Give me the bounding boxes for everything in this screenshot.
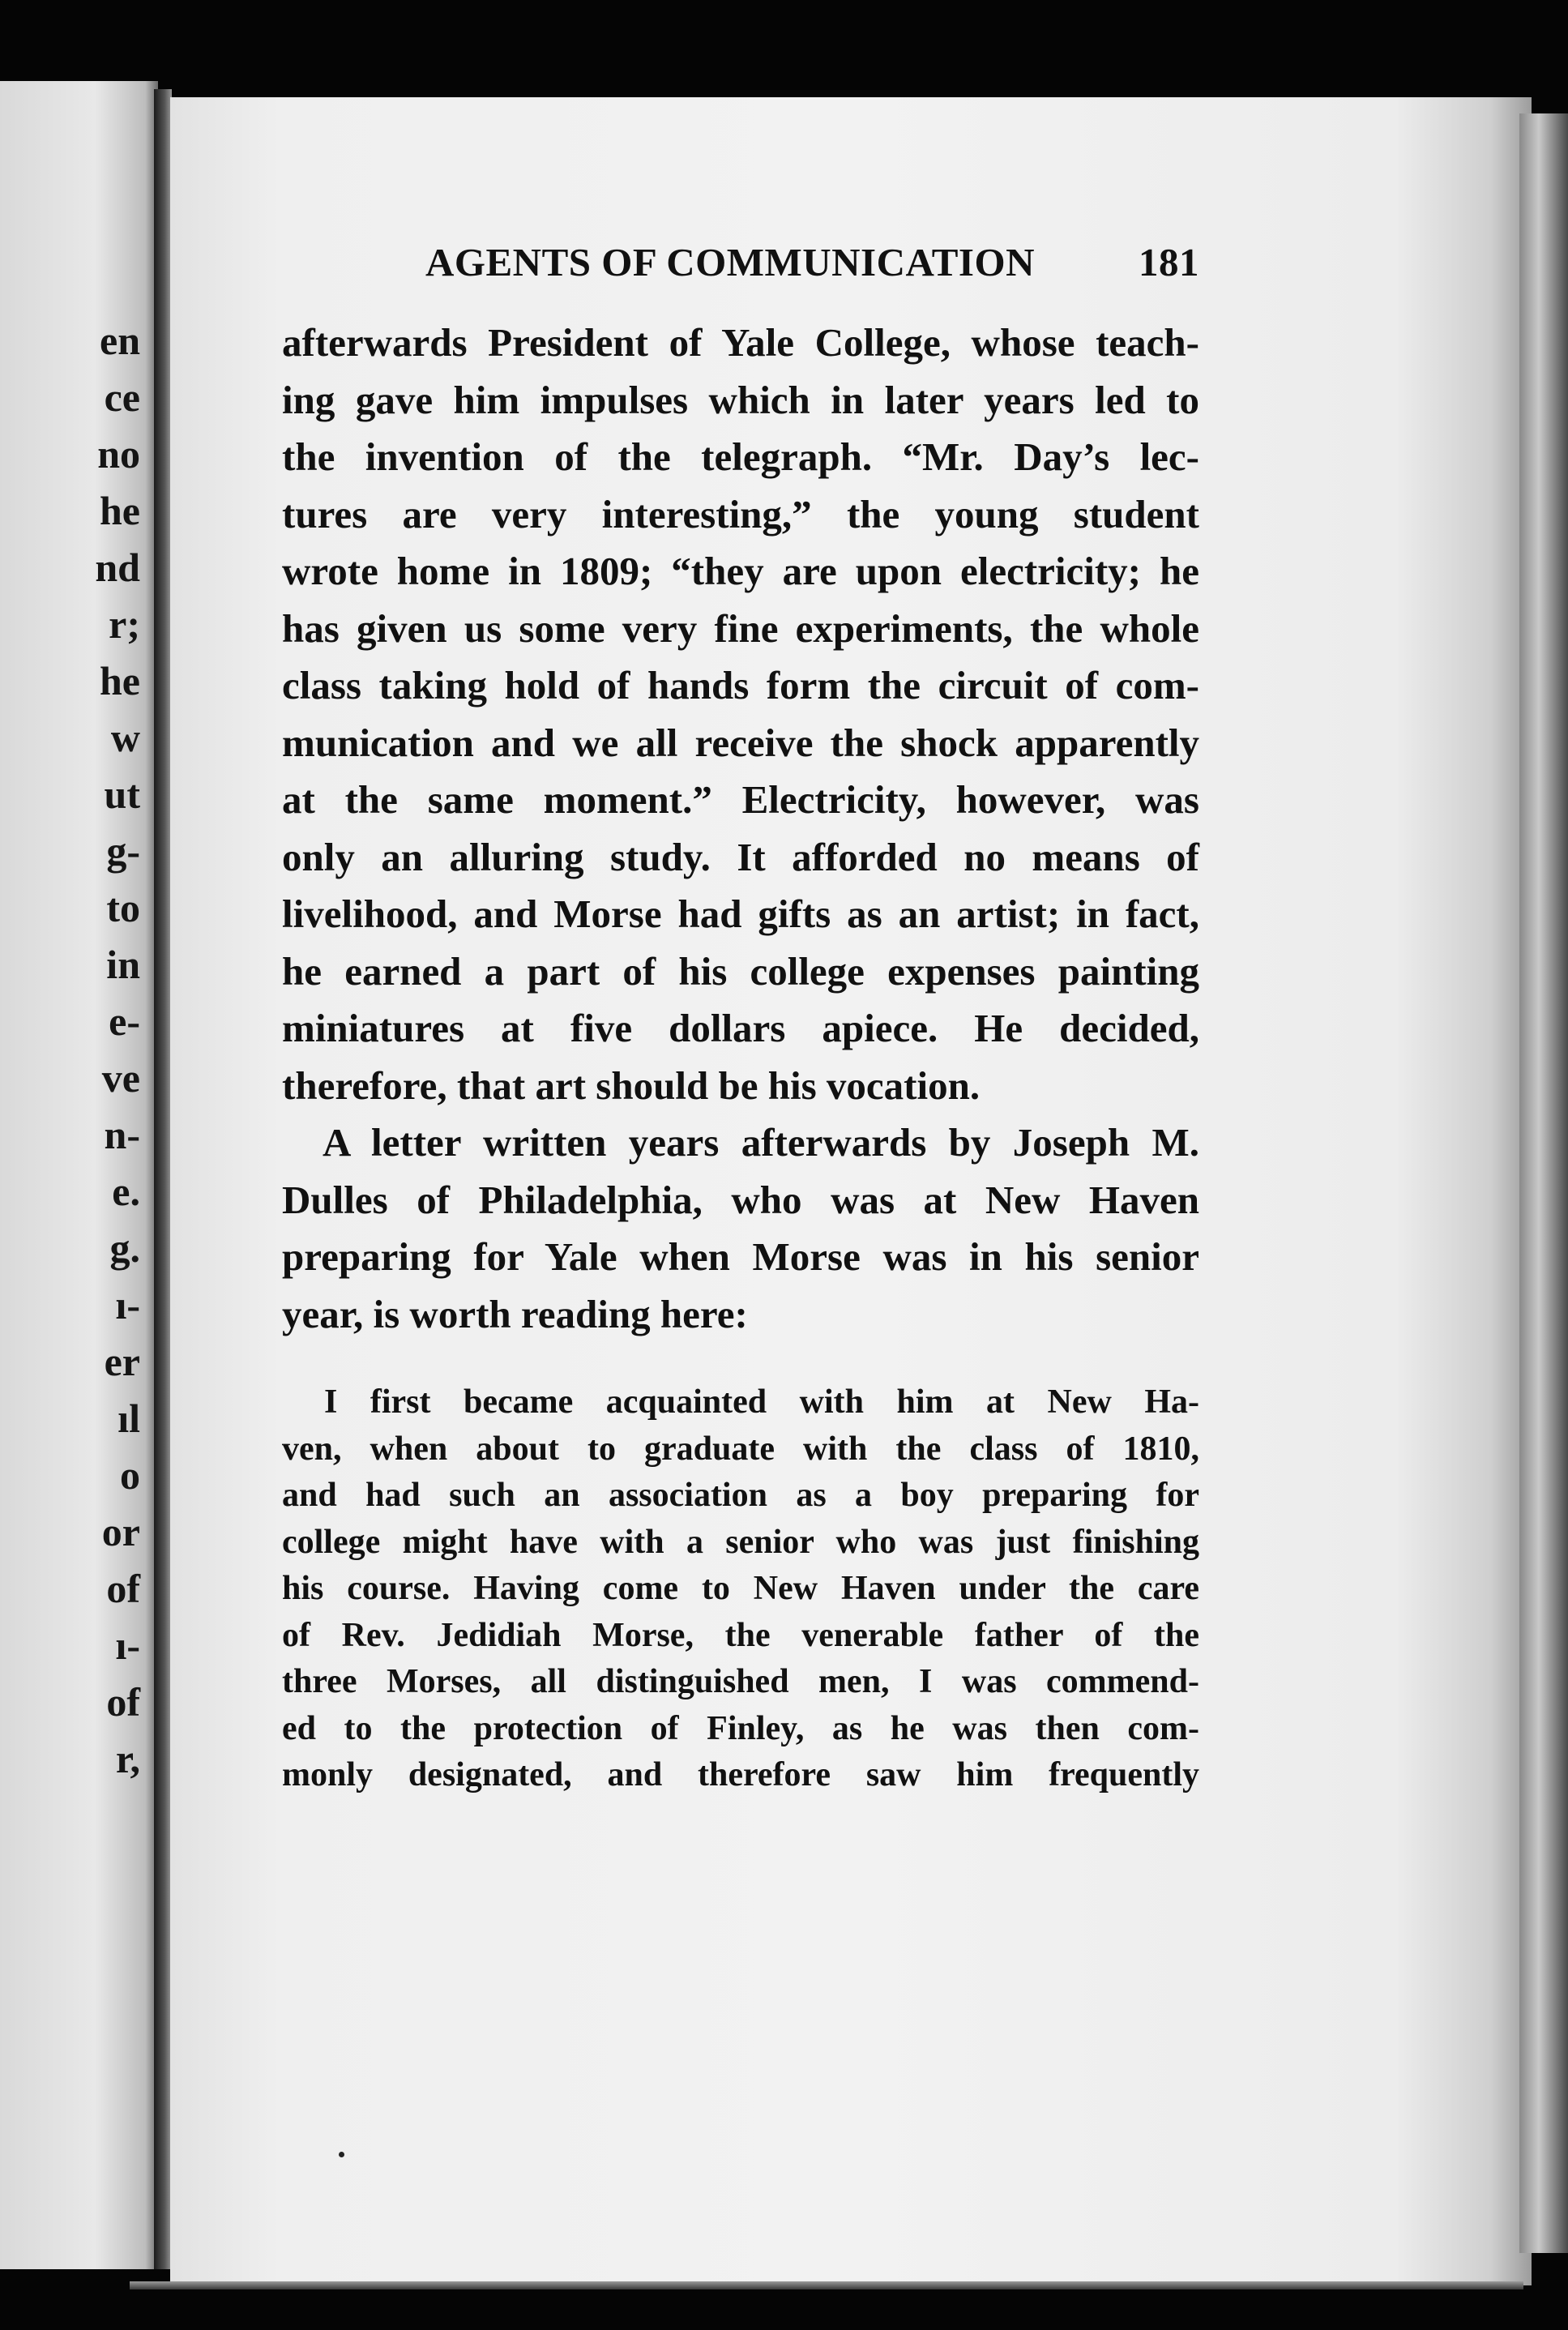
body-line: miniatures at five dollars apiece. He decided, [282,1006,1199,1050]
page-edge [1519,113,1568,2253]
left-page-fragment: r, [115,1736,140,1781]
book-gutter [154,89,172,2269]
body-line: he earned a part of his college expenses painting [282,948,1199,994]
left-page-fragment: ce [104,374,140,420]
page-number: 181 [1139,240,1199,284]
left-page-fragment: r; [109,601,140,647]
left-page-fragment: to [106,885,140,930]
ink-speck [339,2152,344,2157]
left-page-fragment: er [104,1339,140,1384]
body-line: the invention of the telegraph. “Mr. Day’s lec- [282,434,1199,479]
left-page-fragment: or [101,1509,140,1554]
left-page-fragment: ve [101,1055,140,1101]
left-page-fragment: g. [109,1225,140,1271]
left-page-fragment: o [120,1452,140,1498]
left-page-fragment: of [106,1566,140,1611]
left-page-fragment: ı- [115,1622,140,1668]
left-facing-page [0,81,158,2269]
body-line: livelihood, and Morse had gifts as an artist; in fact, [282,891,1199,936]
left-page-fragment: ut [104,772,140,817]
body-line: year, is worth reading here: [282,1291,748,1336]
left-page-fragment: no [97,431,140,477]
left-page-fragment: he [100,488,140,533]
body-line: ing gave him impulses which in later years led to [282,377,1199,422]
left-page-fragment: e- [109,998,140,1044]
left-page-fragment: ıl [117,1396,140,1441]
quote-line: and had such an association as a boy preparing for [282,1477,1199,1514]
body-line: therefore, that art should be his vocation. [282,1062,981,1108]
body-line: class taking hold of hands form the circuit of com- [282,663,1199,708]
left-page-fragment: en [100,318,140,363]
left-page-fragment: n- [104,1112,140,1157]
body-line: tures are very interesting,” the young student [282,491,1199,537]
quote-line: monly designated, and therefore saw him frequently [282,1756,1199,1793]
left-page-fragment: w [110,715,140,760]
left-page-fragment: ı- [115,1282,140,1327]
left-page-fragment: nd [95,545,140,590]
left-page-fragment: g- [106,828,140,874]
quote-line: three Morses, all distinguished men, I was commend- [282,1663,1199,1700]
body-line: afterwards President of Yale College, whose teach- [282,320,1199,365]
running-title: AGENTS OF COMMUNICATION [425,240,1035,284]
body-line: at the same moment.” Electricity, however, was [282,777,1199,822]
left-page-fragment: e. [112,1169,140,1214]
body-line: munication and we all receive the shock apparently [282,720,1199,765]
quote-line: ed to the protection of Finley, as he was then com- [282,1709,1199,1747]
body-line: only an alluring study. It afforded no means of [282,834,1199,879]
quote-line: ven, when about to graduate with the class of 1810, [282,1430,1199,1468]
body-line: preparing for Yale when Morse was in his senior [282,1234,1199,1279]
quote-line: of Rev. Jedidiah Morse, the venerable father of the [282,1616,1199,1654]
left-page-fragment: in [106,942,140,987]
quote-line: college might have with a senior who was just finishing [282,1523,1199,1561]
left-page-fragment: of [106,1679,140,1725]
page-bottom-edge [130,2281,1523,2289]
body-line: Dulles of Philadelphia, who was at New Haven [282,1177,1199,1222]
block-quote [282,1379,1199,1799]
quote-line: I first became acquainted with him at New Ha- [324,1383,1199,1421]
body-line: A letter written years afterwards by Joseph M. [323,1120,1199,1165]
quote-line: his course. Having come to New Haven under the care [282,1570,1199,1607]
page-header [425,239,1199,288]
body-text [282,314,1199,1343]
body-line: wrote home in 1809; “they are upon electricity; he [282,549,1199,593]
body-line: has given us some very fine experiments, the whole [282,605,1199,651]
left-page-fragment: he [100,658,140,703]
